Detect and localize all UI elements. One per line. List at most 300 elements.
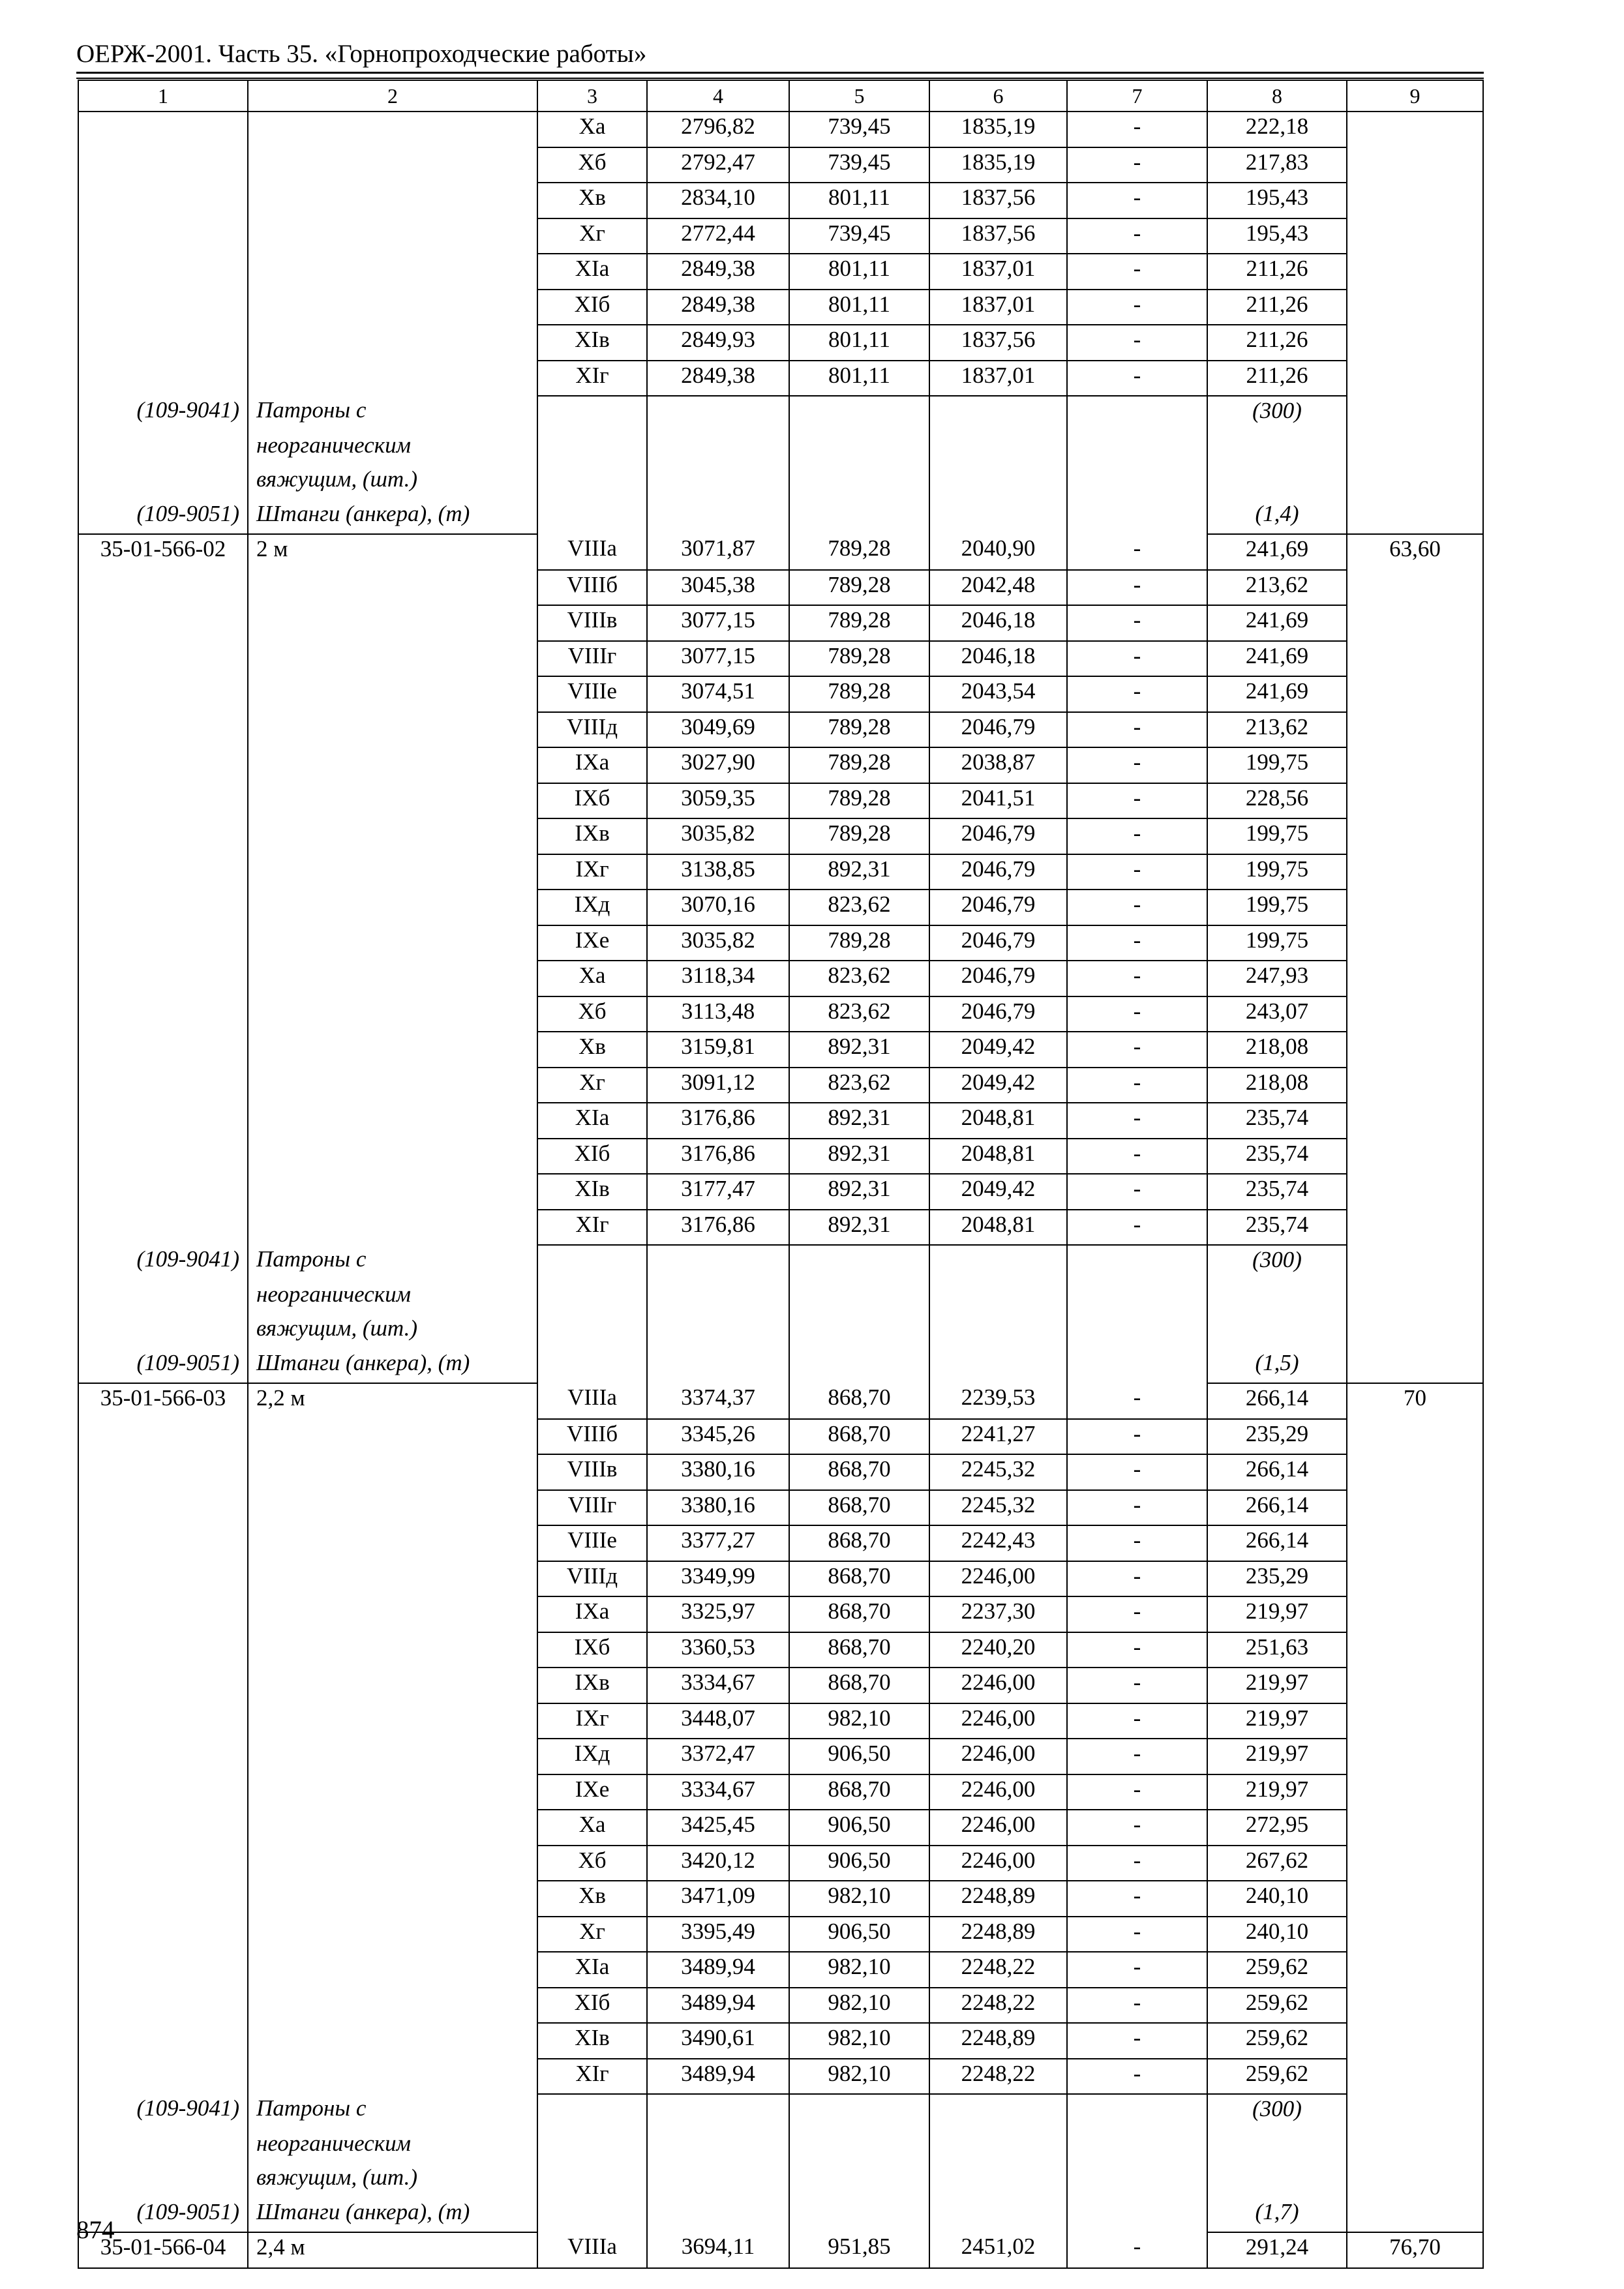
value-cell-col8: 259,62 [1207,2023,1347,2059]
value-cell-col5: 868,70 [789,1419,929,1455]
col9-cell [1347,890,1483,925]
value-cell-col6: 2046,18 [929,641,1067,677]
value-cell-col4: 3490,61 [647,2023,789,2059]
empty-cell-col5 [789,2129,929,2164]
empty-cell-col6 [929,465,1067,500]
value-cell-col5: 868,70 [789,1668,929,1703]
empty-cell-col7 [1067,2094,1207,2129]
norm-code-cell [78,1454,248,1490]
col9-cell [1347,1525,1483,1561]
norm-name-cell [248,996,537,1032]
table-row [78,2023,1483,2059]
value-cell-col5: 868,70 [789,1561,929,1597]
value-cell-col8: 199,75 [1207,747,1347,783]
value-cell-col5: 789,28 [789,747,929,783]
norm-code-cell [78,605,248,641]
value-cell-col6: 1837,01 [929,361,1067,396]
empty-cell-col7 [1067,500,1207,535]
value-cell-col7: - [1067,605,1207,641]
value-cell-col8: 213,62 [1207,712,1347,748]
empty-cell-col5 [789,1245,929,1280]
table-row [78,1988,1483,2024]
value-cell-col5: 868,70 [789,1774,929,1810]
empty-cell-col5 [789,1349,929,1384]
col9-cell [1347,854,1483,890]
value-cell-col4: 3380,16 [647,1490,789,1526]
table-row [78,534,1483,570]
resource-code-cell: (109-9051) [78,500,248,535]
value-cell-col4: 3035,82 [647,818,789,854]
table-row [78,783,1483,819]
resource-row [78,500,1483,535]
value-cell-col3: XIб [537,1988,647,2024]
value-cell-col6: 2237,30 [929,1596,1067,1632]
value-cell-col8: 241,69 [1207,605,1347,641]
col9-cell [1347,712,1483,748]
value-cell-col5: 823,62 [789,1068,929,1103]
value-cell-col7: - [1067,1881,1207,1917]
resource-code-cell: (109-9041) [78,396,248,431]
empty-cell-col5 [789,2198,929,2233]
value-cell-col6: 2246,00 [929,1561,1067,1597]
value-cell-col4: 3045,38 [647,570,789,606]
value-cell-col3: IXб [537,783,647,819]
value-cell-col8: 241,69 [1207,534,1347,570]
value-cell-col4: 3049,69 [647,712,789,748]
empty-cell-col3 [537,465,647,500]
resource-code-cell [78,1280,248,1315]
empty-cell-col9 [1347,2094,1483,2129]
norm-name-cell [248,254,537,290]
norm-name-cell [248,1490,537,1526]
value-cell-col6: 1835,19 [929,112,1067,147]
value-cell-col3: VIIIг [537,641,647,677]
resource-name-line: Патроны с [248,2094,537,2129]
value-cell-col3: VIIIa [537,1383,647,1419]
norm-code-cell [78,570,248,606]
value-cell-col7: - [1067,1952,1207,1988]
norm-name-cell [248,676,537,712]
norm-name-cell: 2,2 м [248,1383,537,1419]
empty-cell-col5 [789,2094,929,2129]
empty-cell-col9 [1347,1245,1483,1280]
value-cell-col4: 3395,49 [647,1917,789,1952]
value-cell-col4: 3694,11 [647,2232,789,2268]
value-cell-col7: - [1067,1668,1207,1703]
col9-cell [1347,361,1483,396]
value-cell-col3: Xб [537,1846,647,1881]
table-row [78,605,1483,641]
table-row [78,1454,1483,1490]
norm-name-cell [248,147,537,183]
table-row [78,290,1483,325]
table-row [78,1174,1483,1210]
value-cell-col3: XIa [537,1103,647,1139]
value-cell-col6: 2048,81 [929,1139,1067,1174]
page-header-title: ОЕРЖ-2001. Часть 35. «Горнопроходческие работы» [76,40,647,68]
table-row [78,112,1483,147]
norm-code-cell [78,2059,248,2095]
value-cell-col5: 906,50 [789,1917,929,1952]
value-cell-col3: IXв [537,1668,647,1703]
column-number-9: 9 [1347,80,1483,112]
value-cell-col8: 195,43 [1207,218,1347,254]
value-cell-col7: - [1067,1032,1207,1068]
value-cell-col6: 2248,89 [929,2023,1067,2059]
value-cell-col6: 1837,56 [929,325,1067,361]
value-cell-col6: 2046,79 [929,890,1067,925]
value-cell-col7: - [1067,1490,1207,1526]
resource-value-cell [1207,465,1347,500]
value-cell-col4: 2834,10 [647,183,789,218]
value-cell-col4: 2772,44 [647,218,789,254]
col9-cell: 63,60 [1347,534,1483,570]
value-cell-col5: 982,10 [789,2023,929,2059]
col9-cell [1347,218,1483,254]
value-cell-col7: - [1067,1174,1207,1210]
norm-name-cell [248,290,537,325]
value-cell-col3: IXг [537,1703,647,1739]
value-cell-col3: IXe [537,1774,647,1810]
table-row [78,1632,1483,1668]
table-row [78,2059,1483,2095]
empty-cell-col3 [537,396,647,431]
table-row [78,183,1483,218]
value-cell-col3: Xг [537,218,647,254]
empty-cell-col9 [1347,2163,1483,2198]
value-cell-col4: 2796,82 [647,112,789,147]
empty-cell-col7 [1067,1245,1207,1280]
value-cell-col4: 2792,47 [647,147,789,183]
col9-cell [1347,2059,1483,2095]
value-cell-col3: VIIIг [537,1490,647,1526]
resource-row [78,2198,1483,2233]
value-cell-col6: 2049,42 [929,1068,1067,1103]
value-cell-col8: 199,75 [1207,854,1347,890]
col9-cell [1347,676,1483,712]
value-cell-col4: 3091,12 [647,1068,789,1103]
col9-cell [1347,996,1483,1032]
value-cell-col3: VIIIe [537,676,647,712]
col9-cell [1347,925,1483,961]
value-cell-col5: 801,11 [789,290,929,325]
value-cell-col4: 3159,81 [647,1032,789,1068]
col9-cell [1347,1103,1483,1139]
norm-code-cell [78,1632,248,1668]
value-cell-col7: - [1067,961,1207,996]
value-cell-col7: - [1067,2059,1207,2095]
value-cell-col7: - [1067,325,1207,361]
resource-row [78,2163,1483,2198]
value-cell-col5: 892,31 [789,1210,929,1246]
norm-name-cell [248,925,537,961]
col9-cell [1347,1454,1483,1490]
table-row [78,1596,1483,1632]
col9-cell [1347,961,1483,996]
norm-code-cell [78,641,248,677]
empty-cell-col7 [1067,2129,1207,2164]
value-cell-col5: 801,11 [789,325,929,361]
value-cell-col4: 3138,85 [647,854,789,890]
norm-name-cell [248,1174,537,1210]
value-cell-col5: 892,31 [789,854,929,890]
value-cell-col7: - [1067,1561,1207,1597]
empty-cell-col3 [537,431,647,466]
value-cell-col3: Xв [537,1032,647,1068]
resource-value-cell [1207,1314,1347,1349]
empty-cell-col4 [647,396,789,431]
value-cell-col8: 211,26 [1207,254,1347,290]
value-cell-col3: IXд [537,890,647,925]
norm-code-cell [78,1490,248,1526]
value-cell-col6: 2246,00 [929,1668,1067,1703]
norms-table-container [78,80,1484,2269]
empty-cell-col4 [647,1314,789,1349]
empty-cell-col4 [647,2163,789,2198]
column-number-7: 7 [1067,80,1207,112]
value-cell-col6: 2248,89 [929,1881,1067,1917]
norm-name-cell [248,1139,537,1174]
norm-name-cell [248,1988,537,2024]
table-row [78,818,1483,854]
norm-name-cell [248,747,537,783]
norm-name-cell [248,1846,537,1881]
value-cell-col4: 3420,12 [647,1846,789,1881]
value-cell-col3: XIг [537,361,647,396]
resource-name-line: неорганическим [248,431,537,466]
value-cell-col6: 2248,22 [929,2059,1067,2095]
norm-name-cell: 2,4 м [248,2232,537,2268]
resource-name-line: неорганическим [248,2129,537,2164]
value-cell-col5: 789,28 [789,570,929,606]
norm-name-cell [248,1668,537,1703]
value-cell-col8: 247,93 [1207,961,1347,996]
table-row [78,1383,1483,1419]
value-cell-col5: 868,70 [789,1632,929,1668]
value-cell-col3: VIIIв [537,605,647,641]
empty-cell-col5 [789,2163,929,2198]
norm-code-cell [78,218,248,254]
empty-cell-col4 [647,2198,789,2233]
empty-cell-col4 [647,1245,789,1280]
value-cell-col7: - [1067,570,1207,606]
resource-value-cell: (1,4) [1207,500,1347,535]
norm-code-cell [78,1846,248,1881]
value-cell-col8: 199,75 [1207,818,1347,854]
value-cell-col7: - [1067,218,1207,254]
value-cell-col5: 739,45 [789,112,929,147]
value-cell-col7: - [1067,818,1207,854]
resource-code-cell [78,431,248,466]
value-cell-col6: 2451,02 [929,2232,1067,2268]
norm-name-cell [248,1703,537,1739]
norm-name-cell [248,1561,537,1597]
resource-row [78,465,1483,500]
value-cell-col3: XIa [537,254,647,290]
value-cell-col6: 2241,27 [929,1419,1067,1455]
value-cell-col5: 892,31 [789,1139,929,1174]
col9-cell [1347,1952,1483,1988]
value-cell-col7: - [1067,1525,1207,1561]
empty-cell-col9 [1347,500,1483,535]
resource-name-line: Штанги (анкера), (т) [248,2198,537,2233]
value-cell-col5: 801,11 [789,361,929,396]
value-cell-col5: 823,62 [789,961,929,996]
resource-row [78,1245,1483,1280]
value-cell-col8: 241,69 [1207,676,1347,712]
value-cell-col8: 235,74 [1207,1103,1347,1139]
value-cell-col5: 789,28 [789,783,929,819]
value-cell-col3: XIб [537,1139,647,1174]
col9-cell [1347,1846,1483,1881]
value-cell-col4: 3071,87 [647,534,789,570]
empty-cell-col3 [537,1314,647,1349]
value-cell-col6: 1837,56 [929,218,1067,254]
norm-name-cell [248,961,537,996]
value-cell-col7: - [1067,534,1207,570]
empty-cell-col4 [647,2094,789,2129]
norm-name-cell [248,1032,537,1068]
empty-cell-col6 [929,1349,1067,1384]
norm-name-cell [248,1210,537,1246]
col9-cell [1347,783,1483,819]
table-row [78,1774,1483,1810]
table-row [78,1490,1483,1526]
col9-cell [1347,1774,1483,1810]
value-cell-col5: 739,45 [789,218,929,254]
resource-value-cell [1207,2163,1347,2198]
value-cell-col3: IXa [537,747,647,783]
empty-cell-col3 [537,2163,647,2198]
value-cell-col5: 868,70 [789,1454,929,1490]
value-cell-col7: - [1067,1103,1207,1139]
value-cell-col4: 2849,38 [647,254,789,290]
value-cell-col8: 243,07 [1207,996,1347,1032]
norm-code-cell [78,1988,248,2024]
value-cell-col6: 2046,79 [929,854,1067,890]
col9-cell [1347,605,1483,641]
value-cell-col8: 218,08 [1207,1068,1347,1103]
value-cell-col8: 259,62 [1207,2059,1347,2095]
norm-code-cell [78,1810,248,1846]
value-cell-col6: 2248,22 [929,1988,1067,2024]
value-cell-col5: 823,62 [789,890,929,925]
norm-name-cell: 2 м [248,534,537,570]
norm-name-cell [248,783,537,819]
value-cell-col5: 906,50 [789,1846,929,1881]
value-cell-col3: VIIIa [537,534,647,570]
value-cell-col3: IXб [537,1632,647,1668]
norm-name-cell [248,1596,537,1632]
col9-cell [1347,112,1483,147]
value-cell-col6: 2046,79 [929,712,1067,748]
value-cell-col3: Xг [537,1917,647,1952]
value-cell-col4: 3349,99 [647,1561,789,1597]
value-cell-col5: 868,70 [789,1383,929,1419]
value-cell-col7: - [1067,147,1207,183]
table-row [78,890,1483,925]
empty-cell-col6 [929,1245,1067,1280]
value-cell-col6: 2239,53 [929,1383,1067,1419]
table-row [78,1917,1483,1952]
value-cell-col6: 2041,51 [929,783,1067,819]
value-cell-col4: 3471,09 [647,1881,789,1917]
value-cell-col4: 3489,94 [647,2059,789,2095]
value-cell-col4: 3448,07 [647,1703,789,1739]
value-cell-col8: 266,14 [1207,1454,1347,1490]
norm-code-cell [78,925,248,961]
empty-cell-col3 [537,1280,647,1315]
norm-name-cell [248,854,537,890]
col9-cell [1347,818,1483,854]
value-cell-col3: VIIIб [537,570,647,606]
col9-cell [1347,1032,1483,1068]
norm-code-cell [78,1739,248,1774]
norm-name-cell [248,1917,537,1952]
norm-name-cell [248,112,537,147]
col9-cell [1347,183,1483,218]
norm-name-cell [248,1739,537,1774]
col9-cell [1347,1068,1483,1103]
norm-code-cell [78,783,248,819]
table-row [78,147,1483,183]
value-cell-col3: XIв [537,325,647,361]
value-cell-col7: - [1067,996,1207,1032]
resource-value-cell [1207,1280,1347,1315]
value-cell-col5: 789,28 [789,641,929,677]
value-cell-col5: 868,70 [789,1525,929,1561]
resource-name-line: Патроны с [248,396,537,431]
value-cell-col7: - [1067,890,1207,925]
value-cell-col7: - [1067,712,1207,748]
value-cell-col4: 3059,35 [647,783,789,819]
resource-value-cell: (1,5) [1207,1349,1347,1384]
value-cell-col5: 789,28 [789,676,929,712]
value-cell-col4: 3118,34 [647,961,789,996]
value-cell-col4: 2849,38 [647,361,789,396]
empty-cell-col6 [929,2094,1067,2129]
empty-cell-col6 [929,2163,1067,2198]
norm-code-cell [78,290,248,325]
norm-code-cell [78,1881,248,1917]
value-cell-col7: - [1067,1596,1207,1632]
norm-name-cell [248,1525,537,1561]
norm-name-cell [248,325,537,361]
value-cell-col7: - [1067,1917,1207,1952]
value-cell-col6: 2246,00 [929,1774,1067,1810]
empty-cell-col3 [537,2198,647,2233]
empty-cell-col9 [1347,465,1483,500]
norm-code-cell [78,712,248,748]
norm-name-cell [248,1103,537,1139]
value-cell-col3: VIIIa [537,2232,647,2268]
empty-cell-col6 [929,1280,1067,1315]
col9-cell [1347,2023,1483,2059]
empty-cell-col4 [647,465,789,500]
table-row [78,641,1483,677]
empty-cell-col7 [1067,2163,1207,2198]
value-cell-col8: 235,74 [1207,1139,1347,1174]
col9-cell [1347,1174,1483,1210]
value-cell-col8: 195,43 [1207,183,1347,218]
resource-code-cell: (109-9041) [78,1245,248,1280]
value-cell-col4: 3489,94 [647,1988,789,2024]
norm-code-cell [78,147,248,183]
value-cell-col6: 2046,79 [929,925,1067,961]
value-cell-col5: 982,10 [789,1988,929,2024]
col9-cell [1347,325,1483,361]
col9-cell [1347,1596,1483,1632]
